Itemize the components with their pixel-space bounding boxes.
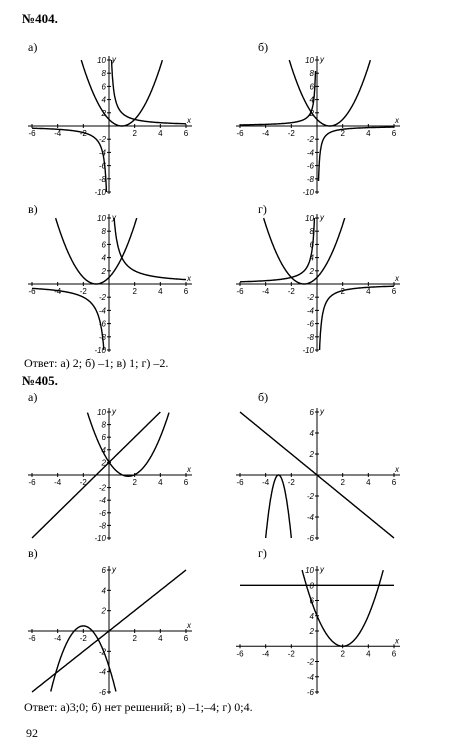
y-tick-label: -6	[98, 319, 106, 329]
x-tick-label: -6	[28, 287, 36, 296]
y-tick-label: -4	[306, 513, 314, 522]
answer-404: Ответ: а) 2; б) –1; в) 1; г) –2.	[24, 356, 169, 370]
x-tick-label: 6	[391, 287, 397, 296]
y-axis-label: y	[320, 55, 324, 64]
plot-404b	[228, 52, 408, 198]
y-axis-label: y	[112, 407, 116, 416]
x-tick-label: 2	[132, 634, 137, 643]
x-tick-label: 6	[183, 129, 189, 138]
series-power-curve	[302, 570, 383, 646]
plot-404g	[228, 210, 408, 356]
y-tick-label: 4	[101, 586, 106, 596]
y-tick-label: 10	[305, 56, 314, 65]
plot-404v	[20, 210, 200, 356]
plot-405a-label: а)	[28, 390, 38, 404]
series-power-curve	[56, 218, 137, 284]
y-tick-label: -4	[98, 667, 106, 677]
y-tick-label: 8	[101, 227, 106, 237]
x-tick-label: 4	[158, 634, 163, 643]
y-tick-label: -10	[94, 346, 106, 355]
y-tick-label: -2	[98, 647, 106, 657]
y-tick-label: -6	[306, 688, 314, 697]
y-tick-label: -10	[302, 346, 314, 355]
y-tick-label: 8	[101, 69, 106, 79]
x-tick-label: -2	[79, 634, 87, 643]
x-tick-label: 2	[132, 129, 137, 138]
y-tick-label: 6	[101, 240, 106, 250]
y-tick-label: 8	[101, 420, 106, 430]
exercise-405-header: №405.	[22, 373, 58, 388]
y-tick-label: 8	[309, 581, 314, 591]
y-tick-label: 10	[305, 566, 314, 575]
x-tick-label: -6	[236, 478, 244, 487]
y-tick-label: -2	[306, 135, 314, 145]
y-tick-label: 6	[309, 82, 314, 92]
x-tick-label: -4	[54, 478, 62, 487]
y-tick-label: -8	[306, 174, 314, 184]
x-tick-label: -2	[79, 129, 87, 138]
x-tick-label: 4	[366, 287, 371, 296]
plot-405v	[20, 562, 200, 698]
y-tick-label: 2	[101, 458, 106, 468]
y-tick-label: 10	[97, 214, 106, 223]
x-axis-label: x	[187, 274, 191, 283]
x-tick-label: -2	[287, 287, 295, 296]
series-power-curve	[264, 218, 345, 284]
x-tick-label: -4	[262, 129, 270, 138]
y-tick-label: -4	[98, 148, 106, 158]
y-tick-label: -4	[306, 306, 314, 316]
x-tick-label: 6	[183, 478, 189, 487]
x-axis-label: x	[187, 621, 191, 630]
y-tick-label: 2	[101, 606, 106, 616]
y-tick-label: -8	[98, 332, 106, 342]
x-tick-label: 6	[391, 129, 397, 138]
x-tick-label: -6	[236, 129, 244, 138]
y-tick-label: 6	[309, 240, 314, 250]
y-axis-label: y	[112, 565, 116, 574]
y-tick-label: -6	[98, 688, 106, 697]
y-tick-label: 10	[97, 56, 106, 65]
y-tick-label: -4	[98, 496, 106, 506]
y-tick-label: 8	[309, 227, 314, 237]
x-tick-label: -2	[79, 287, 87, 296]
x-tick-label: 6	[391, 649, 397, 659]
y-tick-label: 2	[101, 108, 106, 118]
x-tick-label: -6	[28, 478, 36, 487]
y-tick-label: 6	[101, 433, 106, 443]
y-tick-label: -10	[94, 534, 106, 543]
y-tick-label: -4	[306, 672, 314, 682]
x-axis-label: x	[395, 274, 399, 283]
x-tick-label: 6	[391, 478, 397, 487]
plot-404v-label: в)	[28, 202, 38, 216]
y-tick-label: 4	[101, 445, 106, 455]
y-tick-label: 8	[309, 69, 314, 79]
x-tick-label: 2	[340, 649, 345, 659]
x-tick-label: 4	[158, 478, 163, 487]
x-tick-label: -6	[28, 634, 36, 643]
x-tick-label: 2	[132, 478, 137, 487]
y-tick-label: 2	[309, 627, 314, 636]
exercise-404-header: №404.	[22, 11, 58, 26]
plot-405b-label: б)	[258, 390, 269, 404]
x-tick-label: -6	[236, 649, 244, 659]
y-tick-label: -2	[306, 293, 314, 303]
x-axis-label: x	[395, 465, 399, 474]
series-hyperbola-curve	[32, 288, 104, 350]
y-tick-label: 4	[309, 611, 314, 621]
series-power-curve	[289, 60, 370, 126]
y-tick-label: 2	[309, 450, 314, 459]
plot-404a-label: а)	[28, 40, 38, 54]
y-tick-label: 4	[101, 95, 106, 105]
x-axis-label: x	[395, 636, 399, 646]
y-tick-label: -2	[306, 657, 314, 667]
y-tick-label: 2	[309, 266, 314, 276]
plot-405b	[228, 404, 408, 544]
series-hyperbola-curve	[240, 218, 314, 282]
x-tick-label: -4	[262, 649, 270, 659]
plot-404g-label: г)	[258, 202, 267, 216]
x-tick-label: 6	[183, 634, 189, 643]
y-tick-label: -8	[98, 521, 106, 531]
x-axis-label: x	[187, 116, 191, 125]
y-tick-label: -2	[306, 492, 314, 501]
x-tick-label: 4	[366, 649, 371, 659]
x-tick-label: 2	[340, 287, 345, 296]
y-tick-label: -10	[94, 188, 106, 197]
y-tick-label: -4	[98, 306, 106, 316]
x-tick-label: -6	[28, 129, 36, 138]
plot-404b-label: б)	[258, 40, 269, 54]
series-hyperbola-curve	[112, 60, 186, 124]
x-tick-label: -4	[262, 287, 270, 296]
y-tick-label: 6	[101, 82, 106, 92]
x-tick-label: 2	[340, 478, 345, 487]
series-hyperbola-curve	[320, 286, 394, 350]
series-power-curve	[81, 60, 162, 126]
x-tick-label: -2	[79, 478, 87, 487]
plot-404a	[20, 52, 200, 198]
y-tick-label: -6	[98, 508, 106, 518]
page-number: 92	[26, 726, 38, 740]
y-tick-label: 6	[101, 566, 106, 575]
series-hyperbola-curve	[319, 127, 395, 181]
y-tick-label: -6	[98, 161, 106, 171]
y-tick-label: -2	[98, 483, 106, 493]
y-axis-label: y	[320, 565, 324, 574]
y-tick-label: 2	[309, 108, 314, 118]
series-hyperbola-curve	[32, 128, 106, 192]
y-tick-label: -2	[98, 135, 106, 145]
x-tick-label: 2	[340, 129, 345, 138]
series-hyperbola-curve	[114, 218, 186, 280]
y-tick-label: -8	[306, 332, 314, 342]
y-tick-label: 4	[309, 429, 314, 438]
y-tick-label: 6	[309, 596, 314, 606]
x-tick-label: -2	[287, 478, 295, 487]
y-axis-label: y	[112, 55, 116, 64]
y-tick-label: -6	[306, 161, 314, 171]
y-tick-label: 10	[97, 408, 106, 417]
y-tick-label: -6	[306, 534, 314, 543]
y-axis-label: y	[320, 407, 324, 416]
plot-405g-label: г)	[258, 546, 267, 560]
y-tick-label: -10	[302, 188, 314, 197]
x-tick-label: 2	[132, 287, 137, 296]
plot-405a	[20, 404, 200, 544]
y-tick-label: 4	[101, 253, 106, 263]
x-tick-label: -4	[54, 129, 62, 138]
x-tick-label: -4	[262, 478, 270, 487]
y-tick-label: -2	[98, 293, 106, 303]
y-axis-label: y	[112, 213, 116, 222]
y-tick-label: -6	[306, 319, 314, 329]
x-axis-label: x	[187, 465, 191, 474]
answer-405: Ответ: а)3;0; б) нет решений; в) –1;–4; г) 0;4.	[24, 700, 253, 714]
x-tick-label: -2	[287, 129, 295, 138]
y-tick-label: 4	[309, 253, 314, 263]
x-tick-label: -4	[54, 287, 62, 296]
y-tick-label: 4	[309, 95, 314, 105]
x-tick-label: 4	[366, 478, 371, 487]
x-tick-label: 4	[158, 129, 163, 138]
y-tick-label: 2	[101, 266, 106, 276]
plot-405g	[228, 562, 408, 698]
x-tick-label: 4	[158, 287, 163, 296]
x-axis-label: x	[395, 116, 399, 125]
y-axis-label: y	[320, 213, 324, 222]
x-tick-label: 4	[366, 129, 371, 138]
y-tick-label: 6	[309, 408, 314, 417]
x-tick-label: 6	[183, 287, 189, 296]
y-tick-label: -4	[306, 148, 314, 158]
plot-405v-label: в)	[28, 546, 38, 560]
x-tick-label: -4	[54, 634, 62, 643]
y-tick-label: -8	[98, 174, 106, 184]
y-tick-label: 10	[305, 214, 314, 223]
x-tick-label: -2	[287, 649, 295, 659]
x-tick-label: -6	[236, 287, 244, 296]
